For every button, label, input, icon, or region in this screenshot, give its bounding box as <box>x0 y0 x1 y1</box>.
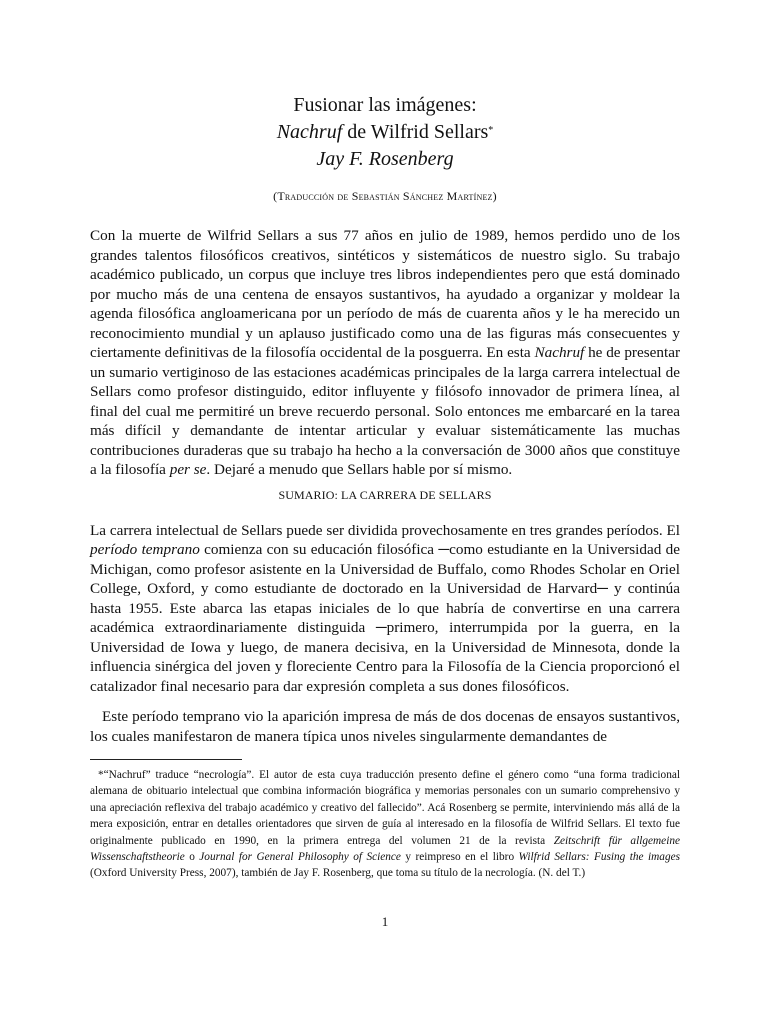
title-block <box>90 92 680 173</box>
footnote-text-d: (Oxford University Press, 2007), también de Jay F. Rosenberg, que toma su título de la necrología. (N. del T.) <box>90 867 586 880</box>
section-text-a: La carrera intelectual de Sellars puede ser dividida provechosamente en tres grandes períodos. El <box>90 521 680 539</box>
page-body <box>90 92 680 746</box>
footnote <box>90 767 680 882</box>
footnote-divider <box>90 759 242 760</box>
intro-italic-per-se: per se <box>169 461 207 478</box>
section-text-b: comienza con su educación filosófica ─como estudiante en la Universidad de Michigan, como profesor asistente en la Universidad de Buffalo, como Rhodes Scholar en Oriel College, Oxford, y como estudiante de doctorado en la Universidad de Harvard─ y continúa hasta 1955. Este abarca las etapas iniciales de lo que habría de convertirse en una carrera académica extraordinariamente distinguida ─primero, interrumpida por la guerra, en la Universidad de Iowa y luego, de manera decisiva, en la Universidad de Minnesota, donde la influencia sinérgica del joven y floreciente Centro para la Filosofía de la Ciencia proporcionó el catalizador final necesario para dar expresión completa a sus dones filosóficos. <box>90 541 681 695</box>
section-heading: SUMARIO: LA CARRERA DE SELLARS <box>278 487 492 502</box>
translator-credit <box>90 189 680 204</box>
footnote-text-c: y reimpreso en el libro <box>400 851 519 864</box>
intro-text-c: . Dejaré a menudo que Sellars hable por sí mismo. <box>206 461 513 478</box>
footnote-italic-zeitschrift: Zeitschrift für allgemeine Wissenschaftstheorie <box>90 834 680 864</box>
section-paragraph-2: Este período temprano vio la aparición impresa de más de dos docenas de ensayos sustantivos, los cuales manifestaron de manera típica unos niveles singularmente demandantes de <box>90 708 680 745</box>
footnote-italic-book: Wilfrid Sellars: Fusing the images <box>518 851 681 864</box>
intro-text-a: Con la muerte de Wilfrid Sellars a sus 77 años en julio de 1989, hemos perdido uno de los grandes talentos filosóficos creativos, sintéticos y sistemáticos de nuestro siglo. Su trabajo académico publicado, un corpus que incluye tres libros independientes pero que está dominado por mucho más de una centena de ensayos sustantivos, ha ayudado a organizar y moldear la agenda filosófica angloamericana por un período de más de cuarenta años y le ha merecido un reconocimiento mundial y un aplauso justificado como una de las figuras más consecuentes y ciertamente definitivas de la filosofía occidental de la posguerra. En esta <box>90 227 680 361</box>
intro-italic-nachruf: Nachruf <box>534 344 585 361</box>
intro-paragraph <box>90 226 680 480</box>
page-number: 1 <box>381 914 389 929</box>
author-name-text: Jay F. Rosenberg <box>316 148 454 170</box>
footnote-marker[interactable]: * <box>488 125 494 136</box>
footnote-italic-journal: Journal for General Philosophy of Science <box>199 851 401 864</box>
title-italic-nachruf: Nachruf <box>276 121 343 143</box>
footnote-text-a: *“Nachruf” traduce “necrología”. El autor de esta cuya traducción presento define el género como “una forma tradicional alemana de obituario intelectual que combina información biográfica y memorias personales con un sumario comprehensivo y una apreciación reflexiva del trabajo académico y creativo del fallecido”. Acá Rosenberg se permite, interviniendo más allá de la mera exposición, entrar en detalles orientadores que sirven de guía al interesado en la filosofía de Wilfrid Sellars. El texto fue originalmente publicado en 1990, en la primera entrega del volumen 21 de la revista <box>90 769 680 847</box>
title-line-1: Fusionar las imágenes: <box>293 94 477 116</box>
title-line-2 <box>90 119 680 146</box>
intro-text-b: he de presentar un sumario vertiginoso de las estaciones académicas principales de la larga carrera intelectual de Sellars como profesor distinguido, editor influyente y filósofo innovador de primera línea, al final del cual me permitiré un breve recuerdo personal. Solo entonces me embarcaré en la tarea más difícil y demandante de intentar articular y evaluar sistemáticamente las muchas contribuciones duraderas que su trabajo ha hecho a la conversación de 3000 años que constituye a la filosofía <box>90 344 680 478</box>
author-name <box>90 146 680 173</box>
footnote-text-b: o <box>184 851 200 864</box>
section-italic-periodo: período temprano <box>90 541 200 558</box>
footnote-text <box>90 767 680 882</box>
translator-credit-text: (Traducción de Sebastián Sánchez Martínez) <box>273 189 497 203</box>
title-line-2-rest: de Wilfrid Sellars <box>342 121 489 143</box>
section-paragraph-1 <box>90 521 680 697</box>
